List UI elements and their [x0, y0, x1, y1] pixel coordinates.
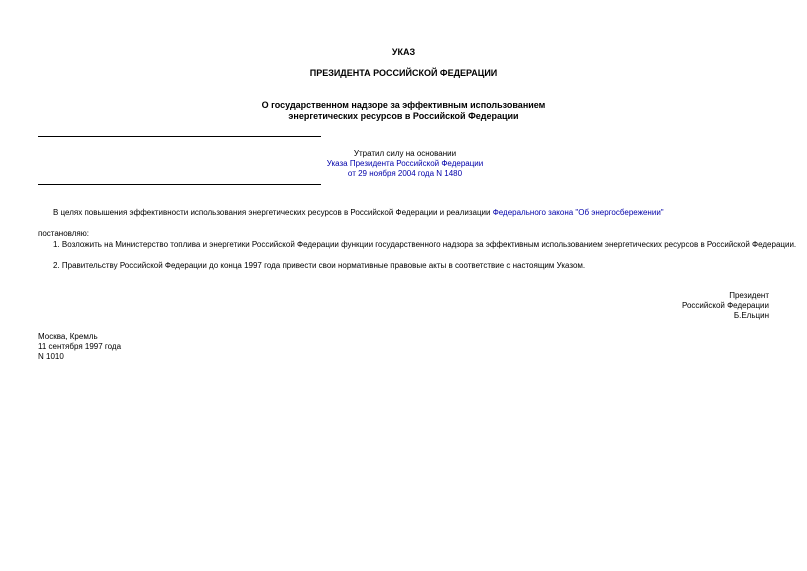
intro-paragraph [53, 208, 664, 218]
repeal-decree-date-link[interactable]: от 29 ноября 2004 года N 1480 [347, 169, 463, 178]
signature-name: Б.Ельцин [733, 311, 769, 320]
document-subject [0, 100, 807, 122]
status-note-text: Утратил силу на основании [353, 149, 457, 158]
item-1-paragraph: 1. Возложить на Министерство топлива и энергетики Российской Федерации функции государственного надзора за эффективным использованием энергетических ресурсов в Российской Федерации. [53, 240, 797, 249]
repeal-decree-link[interactable]: Указа Президента Российской Федерации [326, 159, 484, 168]
signature-title: Президент [729, 291, 769, 300]
subject-line-2: энергетических ресурсов в Российской Федерации [288, 111, 519, 121]
document-title: УКАЗ [391, 47, 416, 57]
energy-saving-law-link[interactable]: Федерального закона "Об энергосбережении" [492, 208, 664, 217]
place: Москва, Кремль [38, 332, 98, 341]
decree-number: N 1010 [38, 352, 64, 361]
signature-country: Российской Федерации [682, 301, 769, 310]
intro-text: В целях повышения эффективности использования энергетических ресурсов в Российской Федерации и реализации [53, 208, 493, 217]
resolved-text: постановляю: [38, 229, 89, 238]
place-date-block [38, 332, 121, 362]
subject-line-1: О государственном надзоре за эффективным использованием [261, 100, 546, 110]
document-issuer: ПРЕЗИДЕНТА РОССИЙСКОЙ ФЕДЕРАЦИИ [309, 68, 498, 78]
date: 11 сентября 1997 года [38, 342, 122, 351]
item-2-paragraph: 2. Правительству Российской Федерации до конца 1997 года привести свои нормативные правовые акты в соответствие с настоящим Указом. [53, 261, 586, 270]
top-divider [38, 136, 321, 137]
bottom-divider [38, 184, 321, 185]
status-note [320, 149, 490, 179]
signature-block [682, 291, 769, 321]
